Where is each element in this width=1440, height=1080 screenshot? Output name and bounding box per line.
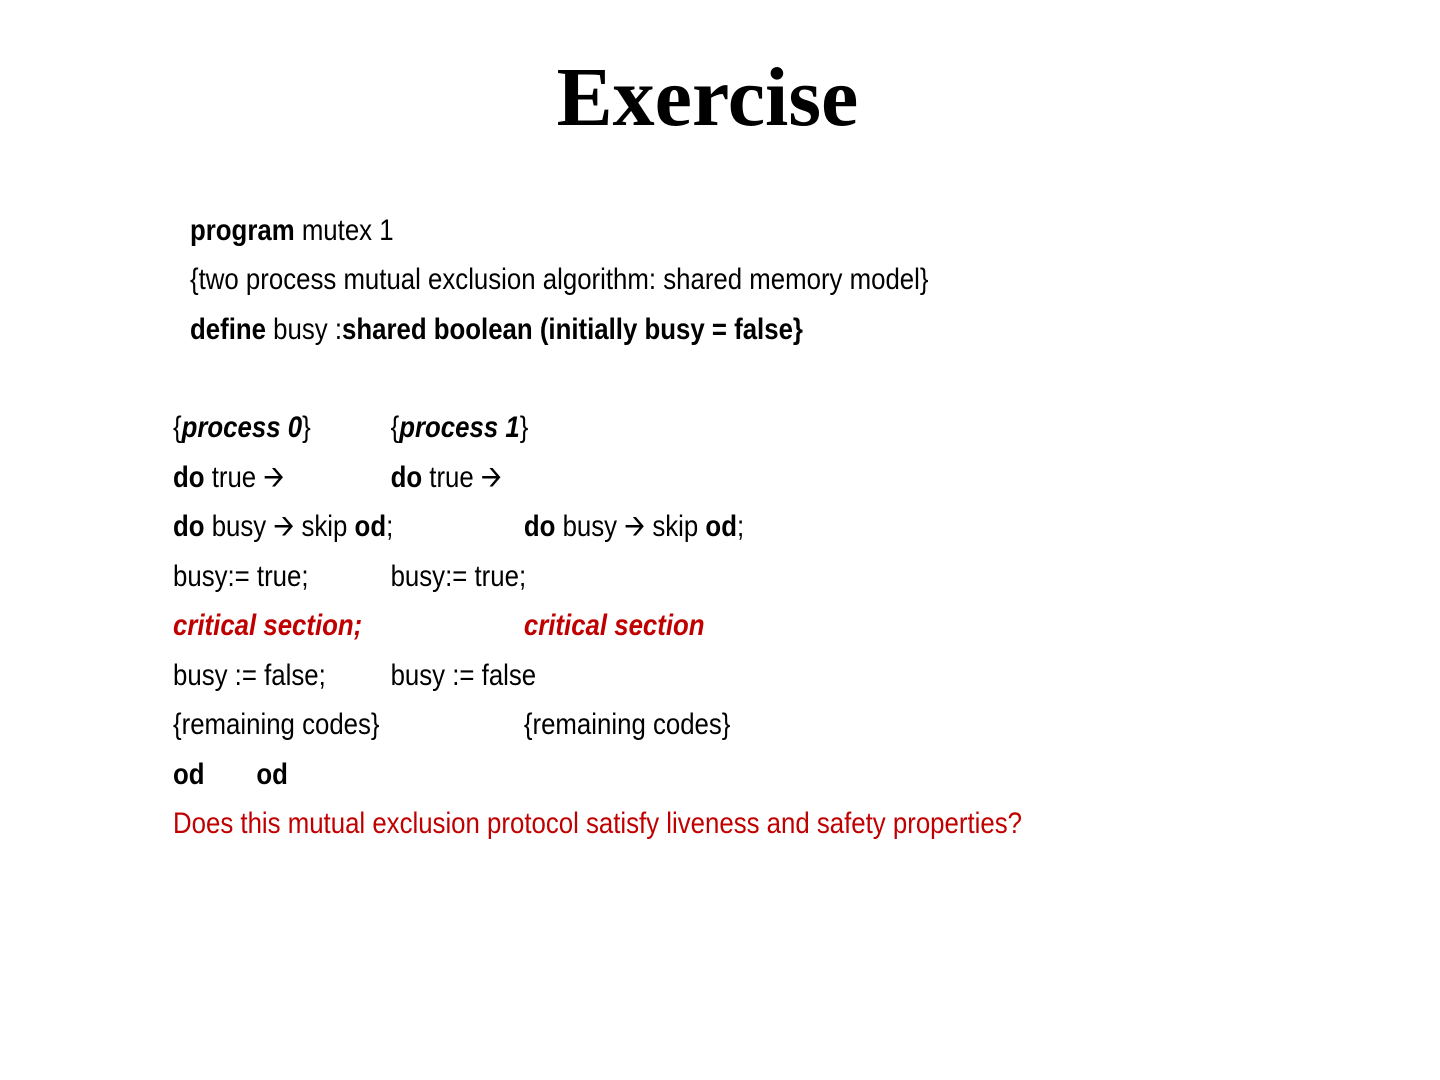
assign-false-line <box>173 654 537 698</box>
process1-critical-section: critical section <box>523 609 705 642</box>
process1-od: od <box>256 758 288 791</box>
right-arrow-icon: 🡪 <box>263 461 285 494</box>
do-true-line <box>173 456 502 500</box>
right-arrow-icon: 🡪 <box>480 461 502 494</box>
right-arrow-icon: 🡪 <box>624 510 646 543</box>
process0-do-busy: do busy 🡪 skip od; <box>173 505 393 549</box>
process0-assign-false: busy := false; <box>173 659 326 692</box>
assign-true-line <box>173 555 527 599</box>
process0-assign-true: busy:= true; <box>173 560 309 593</box>
slide-title: Exercise <box>556 51 859 144</box>
algorithm-comment: {two process mutual exclusion algorithm: shared memory model} <box>190 263 929 296</box>
do-busy-line <box>173 505 745 549</box>
process1-assign-false: busy := false <box>390 659 537 692</box>
process1-do-true: do true 🡪 <box>391 456 502 500</box>
process1-assign-true: busy:= true; <box>390 560 527 593</box>
right-arrow-icon: 🡪 <box>273 510 295 543</box>
question-text: Does this mutual exclusion protocol satisfy liveness and safety properties? <box>173 807 1022 840</box>
process1-label: {process 1} <box>390 411 529 444</box>
define-type: shared boolean (initially busy = false} <box>341 313 803 346</box>
critical-section-line <box>173 604 705 648</box>
process0-remaining-codes: {remaining codes} <box>173 708 380 741</box>
define-line <box>190 308 803 352</box>
process0-critical-section: critical section; <box>173 609 363 642</box>
program-keyword: program <box>190 214 295 247</box>
define-keyword: define <box>190 313 266 346</box>
program-name: mutex 1 <box>294 214 394 247</box>
process1-remaining-codes: {remaining codes} <box>523 708 731 741</box>
program-line <box>190 209 394 253</box>
process0-label: {process 0} <box>173 411 311 444</box>
remaining-codes-line <box>173 703 731 747</box>
process1-do-busy: do busy 🡪 skip od; <box>524 505 744 549</box>
process0-od: od <box>173 758 205 791</box>
comment-line <box>190 258 929 302</box>
process0-do-true: do true 🡪 <box>173 456 284 500</box>
process-labels-line <box>173 406 529 450</box>
od-line <box>173 753 288 797</box>
define-variable: busy : <box>265 313 342 346</box>
